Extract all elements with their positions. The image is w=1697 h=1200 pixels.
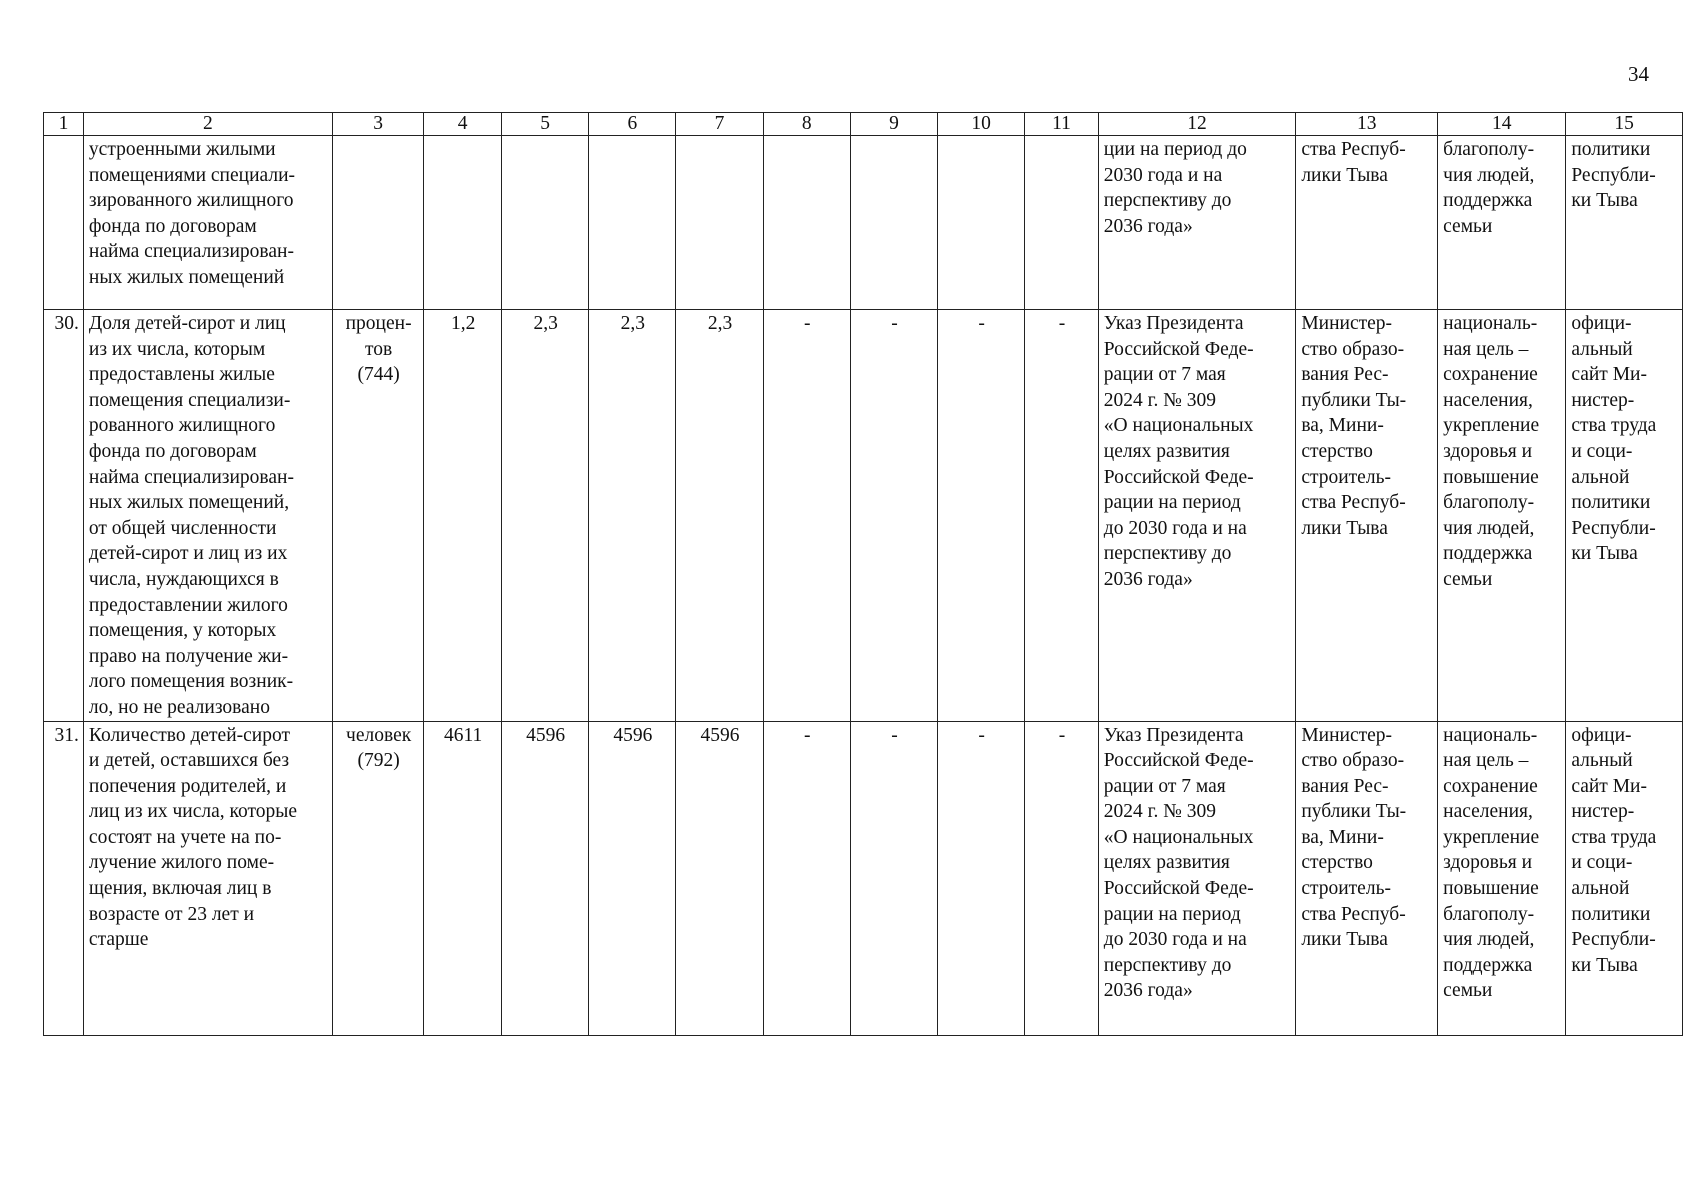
text-line: от общей численности [88, 517, 277, 539]
text-line: до 2030 года и на [1103, 929, 1247, 951]
text-line: сайт Ми- [1571, 775, 1647, 797]
text-line: лого помещения возник- [88, 671, 294, 693]
text-line: укрепление [1443, 826, 1540, 848]
text-line: 2036 года» [1103, 980, 1193, 1002]
text-line: рации на период [1103, 903, 1241, 925]
text-line: ных жилых помещений [88, 266, 285, 288]
text-line: 2030 года и на [1103, 164, 1223, 186]
text-line: населения, [1443, 389, 1533, 411]
text-line: лики Тыва [1301, 517, 1388, 539]
text-line: нистер- [1571, 389, 1635, 411]
value-col-8 [763, 136, 850, 310]
value-col-10: - [938, 721, 1025, 1035]
text-line: офици- [1571, 313, 1632, 334]
basis-document [1098, 136, 1296, 310]
text-line: поддержка [1443, 190, 1533, 212]
text-line: лики Тыва [1301, 164, 1388, 186]
value-col-10 [938, 136, 1025, 310]
column-header: 8 [763, 113, 850, 136]
text-line: строитель- [1301, 466, 1391, 488]
text-line: чия людей, [1443, 164, 1535, 186]
text-line: Республи- [1571, 164, 1656, 186]
text-line: старше [88, 929, 149, 951]
text-line: укрепление [1443, 415, 1540, 437]
responsible-body [1296, 136, 1438, 310]
text-line: ло, но не реализовано [88, 696, 270, 718]
text-line: Российской Феде- [1103, 466, 1254, 488]
text-line: публики Ты- [1301, 801, 1407, 823]
text-line: альный [1571, 750, 1633, 772]
value-col-4 [424, 136, 502, 310]
column-header: 13 [1296, 113, 1438, 136]
text-line: населения, [1443, 801, 1533, 823]
value-col-11: - [1025, 721, 1099, 1035]
text-line: Указ Президента [1103, 313, 1244, 334]
text-line: рованного жилищного [88, 415, 276, 437]
national-goal [1438, 136, 1566, 310]
text-line: благополу- [1443, 903, 1535, 925]
text-line: Министер- [1301, 724, 1393, 746]
value-col-9 [850, 136, 937, 310]
text-line: «О национальных [1103, 415, 1254, 437]
text-line: ная цель – [1443, 750, 1529, 772]
text-line: лики Тыва [1301, 929, 1388, 951]
responsible-body [1296, 721, 1438, 1035]
text-line: здоровья и [1443, 852, 1533, 874]
text-line: Доля детей-сирот и лиц [88, 313, 286, 334]
text-line: найма специализирован- [88, 241, 294, 263]
column-number-row [44, 113, 1683, 136]
text-line: ная цель – [1443, 338, 1529, 360]
text-line: помещениями специали- [88, 164, 295, 186]
column-header: 15 [1566, 113, 1683, 136]
text-line: лиц из их числа, которые [88, 801, 298, 823]
text-line: ции на период до [1103, 139, 1247, 160]
text-line: вания Рес- [1301, 364, 1389, 386]
text-line: ства труда [1571, 415, 1657, 437]
text-line: целях развития [1103, 852, 1230, 874]
text-line: поддержка [1443, 954, 1533, 976]
text-line: ки Тыва [1571, 954, 1638, 976]
table-row [44, 721, 1683, 1035]
text-line: и соци- [1571, 440, 1633, 462]
value-col-7: 2,3 [676, 310, 763, 722]
text-line: ства Респуб- [1301, 492, 1406, 514]
column-header: 6 [589, 113, 676, 136]
text-line: помещения, у которых [88, 620, 277, 642]
text-line: 2036 года» [1103, 215, 1193, 237]
text-line: из их числа, которым [88, 338, 266, 360]
column-header: 10 [938, 113, 1025, 136]
text-line: помещения специализи- [88, 389, 291, 411]
text-line: лучение жилого поме- [88, 852, 275, 874]
column-header: 4 [424, 113, 502, 136]
text-line: (744) [357, 364, 400, 386]
value-col-11 [1025, 136, 1099, 310]
column-header: 11 [1025, 113, 1099, 136]
text-line: чия людей, [1443, 929, 1535, 951]
text-line: 2024 г. № 309 [1103, 389, 1216, 411]
info-source [1566, 721, 1683, 1035]
column-header: 3 [332, 113, 423, 136]
text-line: благополу- [1443, 492, 1535, 514]
text-line: ства Респуб- [1301, 903, 1406, 925]
table-row [44, 310, 1683, 722]
text-line: и соци- [1571, 852, 1633, 874]
row-number: 30. [44, 310, 84, 722]
text-line: офици- [1571, 724, 1632, 746]
text-line: сайт Ми- [1571, 364, 1647, 386]
text-line: нистер- [1571, 801, 1635, 823]
value-col-4: 4611 [424, 721, 502, 1035]
text-line: (792) [357, 750, 400, 772]
column-header: 14 [1438, 113, 1566, 136]
text-line: возрасте от 23 лет и [88, 903, 255, 925]
text-line: семьи [1443, 215, 1493, 237]
column-header: 2 [83, 113, 332, 136]
text-line: числа, нуждающихся в [88, 568, 279, 590]
column-header: 7 [676, 113, 763, 136]
text-line: ных жилых помещений, [88, 492, 290, 514]
text-line: Республи- [1571, 929, 1656, 951]
text-line: националь- [1443, 724, 1538, 746]
text-line: предоставлены жилые [88, 364, 275, 386]
text-line: зированного жилищного [88, 190, 294, 212]
row-number: 31. [44, 721, 84, 1035]
text-line: Количество детей-сирот [88, 724, 290, 746]
text-line: альный [1571, 338, 1633, 360]
value-col-5: 2,3 [502, 310, 589, 722]
basis-document [1098, 721, 1296, 1035]
text-line: благополу- [1443, 139, 1535, 160]
text-line: Министер- [1301, 313, 1393, 334]
unit-cell [332, 136, 423, 310]
text-line: устроенными жилыми [88, 139, 276, 160]
value-col-10: - [938, 310, 1025, 722]
unit-cell [332, 310, 423, 722]
text-line: альной [1571, 466, 1630, 488]
text-line: 2036 года» [1103, 568, 1193, 590]
text-line: строитель- [1301, 878, 1391, 900]
text-line: рации от 7 мая [1103, 775, 1226, 797]
text-line: альной [1571, 878, 1630, 900]
table-row [44, 136, 1683, 310]
basis-document [1098, 310, 1296, 722]
text-line: повышение [1443, 878, 1539, 900]
indicator-name [83, 721, 332, 1035]
value-col-4: 1,2 [424, 310, 502, 722]
text-line: чия людей, [1443, 517, 1535, 539]
row-number [44, 136, 84, 310]
column-header: 1 [44, 113, 84, 136]
value-col-6 [589, 136, 676, 310]
text-line: стерство [1301, 440, 1373, 462]
unit-cell [332, 721, 423, 1035]
text-line: семьи [1443, 568, 1493, 590]
indicators-table [43, 112, 1683, 1036]
text-line: публики Ты- [1301, 389, 1407, 411]
indicator-name [83, 310, 332, 722]
indicator-name [83, 136, 332, 310]
text-line: предоставлении жилого [88, 594, 288, 616]
text-line: ства Респуб- [1301, 139, 1406, 160]
text-line: перспективу до [1103, 190, 1232, 212]
text-line: фонда по договорам [88, 215, 257, 237]
text-line: перспективу до [1103, 954, 1232, 976]
value-col-5 [502, 136, 589, 310]
info-source [1566, 136, 1683, 310]
text-line: Указ Президента [1103, 724, 1244, 746]
text-line: сохранение [1443, 364, 1538, 386]
text-line: политики [1571, 903, 1651, 925]
responsible-body [1296, 310, 1438, 722]
text-line: националь- [1443, 313, 1538, 334]
text-line: Российской Феде- [1103, 750, 1254, 772]
value-col-9: - [850, 310, 937, 722]
text-line: повышение [1443, 466, 1539, 488]
text-line: ки Тыва [1571, 543, 1638, 565]
page-number: 34 [1628, 62, 1649, 86]
value-col-5: 4596 [502, 721, 589, 1035]
text-line: Российской Феде- [1103, 878, 1254, 900]
column-header: 12 [1098, 113, 1296, 136]
value-col-8: - [763, 310, 850, 722]
text-line: политики [1571, 139, 1651, 160]
text-line: 2024 г. № 309 [1103, 801, 1216, 823]
text-line: человек [346, 724, 412, 746]
text-line: тов [365, 338, 393, 360]
value-col-8: - [763, 721, 850, 1035]
text-line: состоят на учете на по- [88, 826, 282, 848]
text-line: Республи- [1571, 517, 1656, 539]
text-line: Российской Феде- [1103, 338, 1254, 360]
text-line: рации на период [1103, 492, 1241, 514]
value-col-7 [676, 136, 763, 310]
value-col-11: - [1025, 310, 1099, 722]
text-line: ство образо- [1301, 750, 1405, 772]
text-line: детей-сирот и лиц из их [88, 543, 288, 565]
text-line: ки Тыва [1571, 190, 1638, 212]
column-header: 9 [850, 113, 937, 136]
value-col-6: 4596 [589, 721, 676, 1035]
text-line: семьи [1443, 980, 1493, 1002]
column-header: 5 [502, 113, 589, 136]
text-line: рации от 7 мая [1103, 364, 1226, 386]
value-col-9: - [850, 721, 937, 1035]
text-line: найма специализирован- [88, 466, 294, 488]
text-line: поддержка [1443, 543, 1533, 565]
text-line: ства труда [1571, 826, 1657, 848]
text-line: и детей, оставшихся без [88, 750, 290, 772]
text-line: вания Рес- [1301, 775, 1389, 797]
text-line: целях развития [1103, 440, 1230, 462]
national-goal [1438, 310, 1566, 722]
text-line: ство образо- [1301, 338, 1405, 360]
text-line: щения, включая лиц в [88, 878, 272, 900]
text-line: перспективу до [1103, 543, 1232, 565]
value-col-7: 4596 [676, 721, 763, 1035]
text-line: «О национальных [1103, 826, 1254, 848]
text-line: ва, Мини- [1301, 415, 1384, 437]
value-col-6: 2,3 [589, 310, 676, 722]
national-goal [1438, 721, 1566, 1035]
text-line: политики [1571, 492, 1651, 514]
text-line: процен- [345, 313, 412, 334]
text-line: стерство [1301, 852, 1373, 874]
text-line: сохранение [1443, 775, 1538, 797]
text-line: здоровья и [1443, 440, 1533, 462]
text-line: попечения родителей, и [88, 775, 287, 797]
text-line: ва, Мини- [1301, 826, 1384, 848]
text-line: фонда по договорам [88, 440, 257, 462]
text-line: до 2030 года и на [1103, 517, 1247, 539]
info-source [1566, 310, 1683, 722]
text-line: право на получение жи- [88, 645, 289, 667]
